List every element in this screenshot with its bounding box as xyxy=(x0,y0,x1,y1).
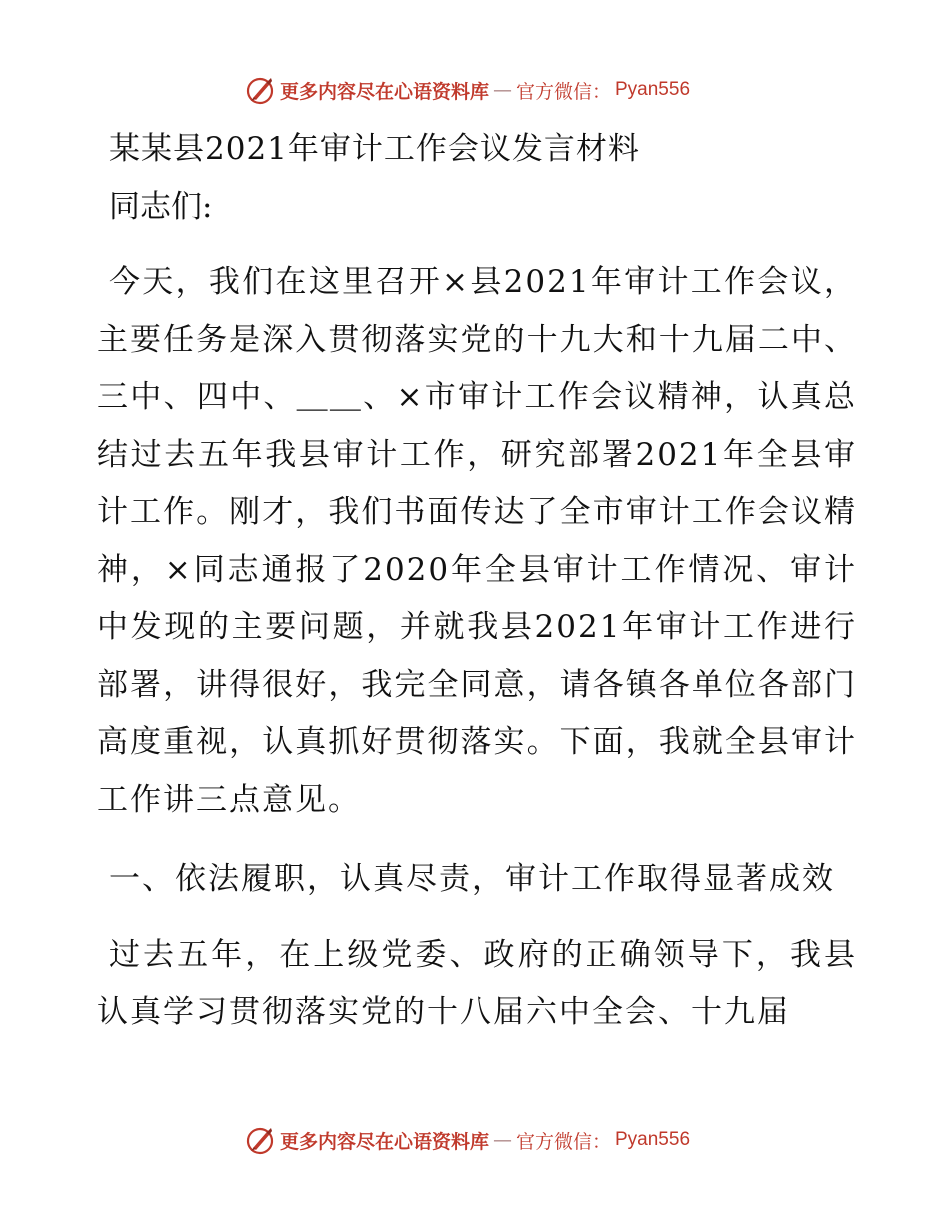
paragraph: 过去五年，在上级党委、政府的正确领导下，我县认真学习贯彻落实党的十八届六中全会、十九届 xyxy=(97,936,857,1030)
wechat-id: Pyan556 xyxy=(615,79,691,100)
wechat-id: Pyan556 xyxy=(615,1129,691,1150)
greeting: 同志们: xyxy=(109,189,213,225)
document-title: 某某县2021年审计工作会议发言材料 xyxy=(109,131,640,167)
quill-pen-logo-icon xyxy=(244,1124,276,1156)
section-heading: 一、依法履职，认真尽责，审计工作取得显著成效 xyxy=(109,861,835,897)
quill-pen-logo-icon xyxy=(244,74,276,106)
promo-text: 更多内容尽在心语资料库 xyxy=(279,80,489,103)
banner-dash: — xyxy=(492,79,512,101)
footer-watermark-banner xyxy=(0,1120,950,1160)
header-watermark-banner xyxy=(0,70,950,110)
banner-dash: — xyxy=(492,1129,512,1151)
wechat-label: 官方微信： xyxy=(515,80,611,103)
paragraph: 今天，我们在这里召开×县2021年审计工作会议，主要任务是深入贯彻落实党的十九大和十九届二中、三中、四中、＿＿、×市审计工作会议精神，认真总结过去五年我县审计工作，研究部署2021年全县审计工作。刚才，我们书面传达了全市审计工作会议精神，×同志通报了2020年全县审计工作情况、审计中发现的主要问题，并就我县2021年审计工作进行部署，讲得很好，我完全同意，请各镇各单位各部门高度重视，认真抓好贯彻落实。下面，我就全县审计工作讲三点意见。 xyxy=(97,264,857,818)
wechat-label: 官方微信： xyxy=(515,1130,611,1153)
promo-text: 更多内容尽在心语资料库 xyxy=(279,1130,489,1153)
document-body xyxy=(97,128,857,1064)
